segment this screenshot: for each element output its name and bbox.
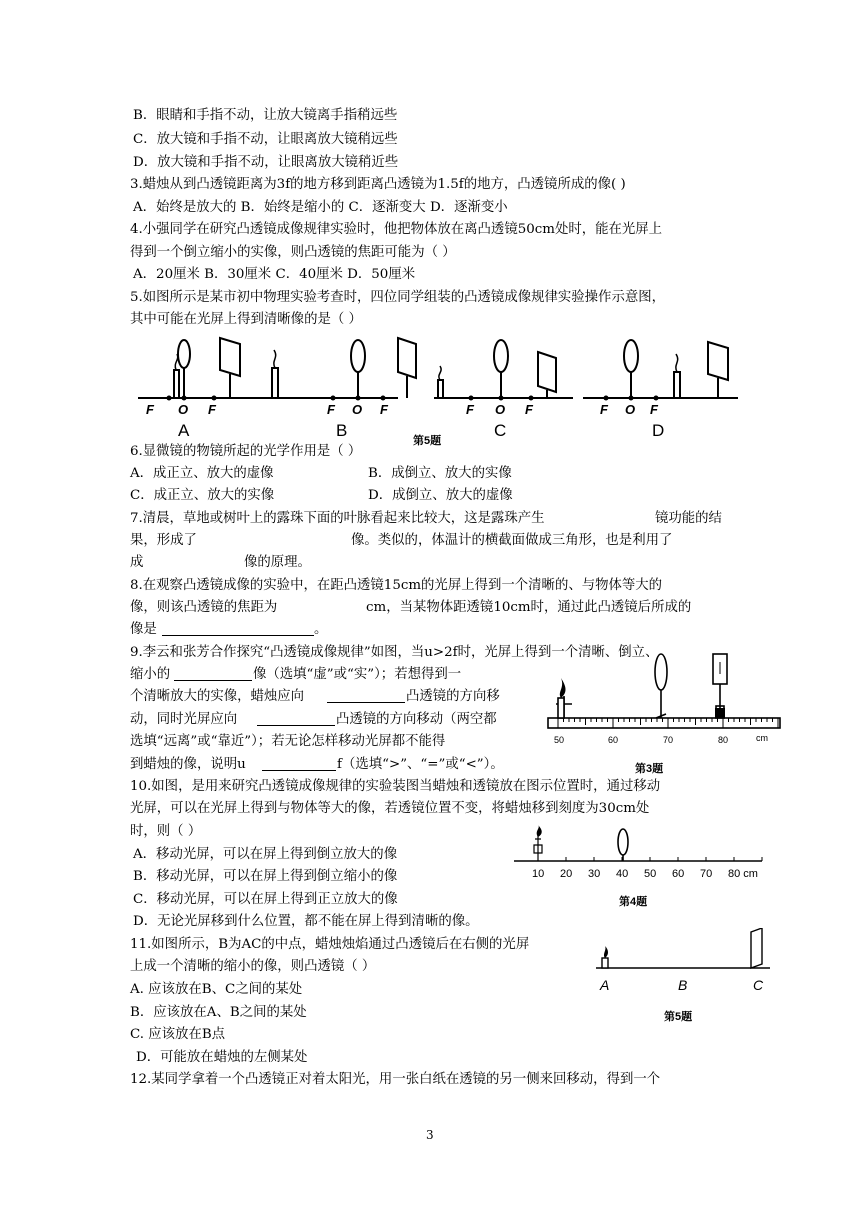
q8-line-3a: 像是: [130, 622, 157, 637]
figure-4-caption: 第4题: [619, 896, 648, 908]
figure-4-optical-bench: [510, 825, 765, 885]
q7-line-2a: 果，形成了: [130, 533, 197, 548]
q7-line-1a: 7.清晨，草地或树叶上的露珠下面的叶脉看起来比较大，这是露珠产生: [130, 511, 545, 526]
fig5-label-f: F: [327, 402, 335, 417]
q10-line-3: 时，则（ ）: [130, 824, 202, 839]
fig5-label-o: O: [352, 402, 363, 417]
figure-5-caption: 第5题: [413, 435, 442, 447]
q6-option-c: C．成正立、放大的实像: [130, 488, 275, 503]
fig4-tick-60: 60: [672, 868, 685, 880]
q9-line-6b: f（选填“>”、“=”或“<”）。: [337, 757, 504, 772]
q9-line-5: 选填“远离”或“靠近”）；若无论怎样移动光屏都不能得: [130, 734, 446, 749]
q9-line-1: 9.李云和张芳合作探究“凸透镜成像规律”如图，当u>2f时，光屏上得到一个清晰、倒立、: [130, 645, 659, 660]
q9-line-3a: 个清晰放大的实像，蜡烛应向: [130, 689, 305, 704]
figure-3-caption: 第3题: [635, 763, 664, 775]
fig4-tick-70: 70: [700, 868, 713, 880]
q10-option-b: B．移动光屏，可以在屏上得到倒立缩小的像: [133, 869, 398, 884]
fig5-panel-b: B: [336, 421, 348, 440]
q6-option-d: D．成倒立、放大的虚像: [368, 488, 513, 503]
q5-stem-2: 其中可能在光屏上得到清晰像的是（ ）: [130, 312, 362, 327]
fig5-label-o: O: [495, 402, 506, 417]
q10-line-2: 光屏，可以在光屏上得到与物体等大的像，若透镜位置不变，将蜡烛移到刻度为30cm处: [130, 801, 650, 816]
fig3-tick-50: 50: [554, 735, 565, 745]
q9-line-2b: 像（选填“虚”或“实”）；若想得到一: [253, 667, 462, 682]
fig11-label-b: B: [678, 977, 688, 993]
q11-line-1: 11.如图所示，B为AC的中点，蜡烛烛焰通过凸透镜后在右侧的光屏: [130, 937, 530, 952]
fig5-label-f: F: [525, 402, 533, 417]
fig3-tick-80: 80: [718, 735, 729, 745]
q7-line-1b: 镜功能的结: [655, 511, 722, 526]
q4-stem-1: 4.小强同学在研究凸透镜成像规律实验时，他把物体放在离凸透镜50cm处时，能在光屏上: [130, 222, 663, 237]
q8-line-3b: 。: [314, 622, 328, 637]
q9-blank-1: [174, 667, 252, 681]
fig5-label-f: F: [466, 402, 474, 417]
q2-option-c: C．放大镜和手指不动，让眼离放大镜稍远些: [133, 132, 398, 147]
q4-stem-2: 得到一个倒立缩小的实像，则凸透镜的焦距可能为（ ）: [130, 245, 456, 260]
q8-answer-blank: [162, 622, 314, 636]
q9-line-4b: 凸透镜的方向移动（两空都: [336, 712, 497, 727]
fig5-label-f: F: [600, 402, 608, 417]
fig5-panel-a: A: [178, 421, 190, 440]
q9-blank-2: [327, 689, 405, 703]
q9-blank-4: [262, 757, 336, 771]
q11-line-2: 上成一个清晰的缩小的像，则凸透镜（ ）: [130, 959, 376, 974]
fig4-tick-20: 20: [560, 868, 573, 880]
fig5-panel-d: D: [652, 421, 665, 440]
figure-11-bench: [590, 928, 776, 998]
q9-line-4a: 动，同时光屏应向: [130, 712, 238, 727]
fig5-label-f: F: [380, 402, 388, 417]
fig5-label-f: F: [208, 402, 216, 417]
q2-option-b: B．眼睛和手指不动，让放大镜离手指稍远些: [133, 108, 398, 123]
figure-11-caption: 第5题: [664, 1011, 693, 1023]
fig3-tick-70: 70: [663, 735, 674, 745]
q12-line-1: 12.某同学拿着一个凸透镜正对着太阳光，用一张白纸在透镜的另一侧来回移动，得到一个: [130, 1072, 661, 1087]
fig4-tick-30: 30: [588, 868, 601, 880]
q7-line-3a: 成: [130, 555, 144, 570]
figure-3-optical-bench: [546, 648, 782, 748]
q6-option-a: A．成正立、放大的虚像: [130, 466, 274, 481]
page-number: 3: [426, 1128, 434, 1142]
q7-line-3b: 像的原理。: [244, 555, 311, 570]
q7-line-2b: 像。类似的，体温计的横截面做成三角形，也是利用了: [351, 533, 673, 548]
fig11-label-a: A: [600, 977, 610, 993]
fig4-tick-40: 40: [616, 868, 629, 880]
q9-line-6a: 到蜡烛的像，说明u: [130, 757, 246, 772]
q9-blank-3: [257, 712, 335, 726]
figure-5-lens-setups: [128, 330, 738, 442]
q10-option-a: A．移动光屏，可以在屏上得到倒立放大的像: [133, 847, 398, 862]
q8-line-2a: 像，则该凸透镜的焦距为: [130, 600, 278, 615]
fig4-tick-50: 50: [644, 868, 657, 880]
q9-line-3b: 凸透镜的方向移: [406, 689, 500, 704]
q8-line-1: 8.在观察凸透镜成像的实验中，在距凸透镜15cm的光屏上得到一个清晰的、与物体等大的: [130, 578, 663, 593]
q3-stem: 3.蜡烛从到凸透镜距离为3f的地方移到距离凸透镜为1.5f的地方，凸透镜所成的像( ): [130, 177, 626, 192]
q3-options: A．始终是放大的 B．始终是缩小的 C．逐渐变大 D．逐渐变小: [133, 200, 508, 215]
q10-option-d: D．无论光屏移到什么位置，都不能在屏上得到清晰的像。: [133, 914, 479, 929]
q10-option-c: C．移动光屏，可以在屏上得到正立放大的像: [133, 892, 398, 907]
q2-option-d: D．放大镜和手指不动，让眼离放大镜稍近些: [133, 155, 399, 170]
q10-line-1: 10.如图，是用来研究凸透镜成像规律的实验装图当蜡烛和透镜放在图示位置时，通过移动: [130, 779, 661, 794]
fig4-tick-80cm: 80 cm: [728, 868, 758, 880]
q11-option-c: C. 应该放在B点: [130, 1027, 226, 1042]
q11-option-d: D．可能放在蜡烛的左侧某处: [136, 1050, 308, 1065]
q4-options: A．20厘米 B．30厘米 C．40厘米 D．50厘米: [133, 267, 416, 282]
fig5-label-f: F: [650, 402, 658, 417]
q5-stem-1: 5.如图所示是某市初中物理实验考查时，四位同学组装的凸透镜成像规律实验操作示意图，: [130, 290, 666, 305]
q11-option-b: B．应该放在A、B之间的某处: [130, 1005, 307, 1020]
fig4-tick-10: 10: [532, 868, 545, 880]
fig3-tick-cm: cm: [756, 733, 768, 743]
q9-line-2a: 缩小的: [130, 667, 171, 682]
fig5-label-o: O: [178, 402, 189, 417]
q8-line-2b: cm，当某物体距透镜10cm时，通过此凸透镜后所成的: [366, 600, 692, 615]
q11-option-a: A. 应该放在B、C之间的某处: [130, 982, 303, 997]
fig5-label-o: O: [625, 402, 636, 417]
fig3-tick-60: 60: [608, 735, 619, 745]
fig5-panel-c: C: [494, 421, 507, 440]
q6-stem: 6.显微镜的物镜所起的光学作用是（ ）: [130, 444, 362, 459]
fig5-label-f: F: [146, 402, 154, 417]
fig11-label-c: C: [753, 977, 764, 993]
q6-option-b: B．成倒立、放大的实像: [368, 466, 512, 481]
